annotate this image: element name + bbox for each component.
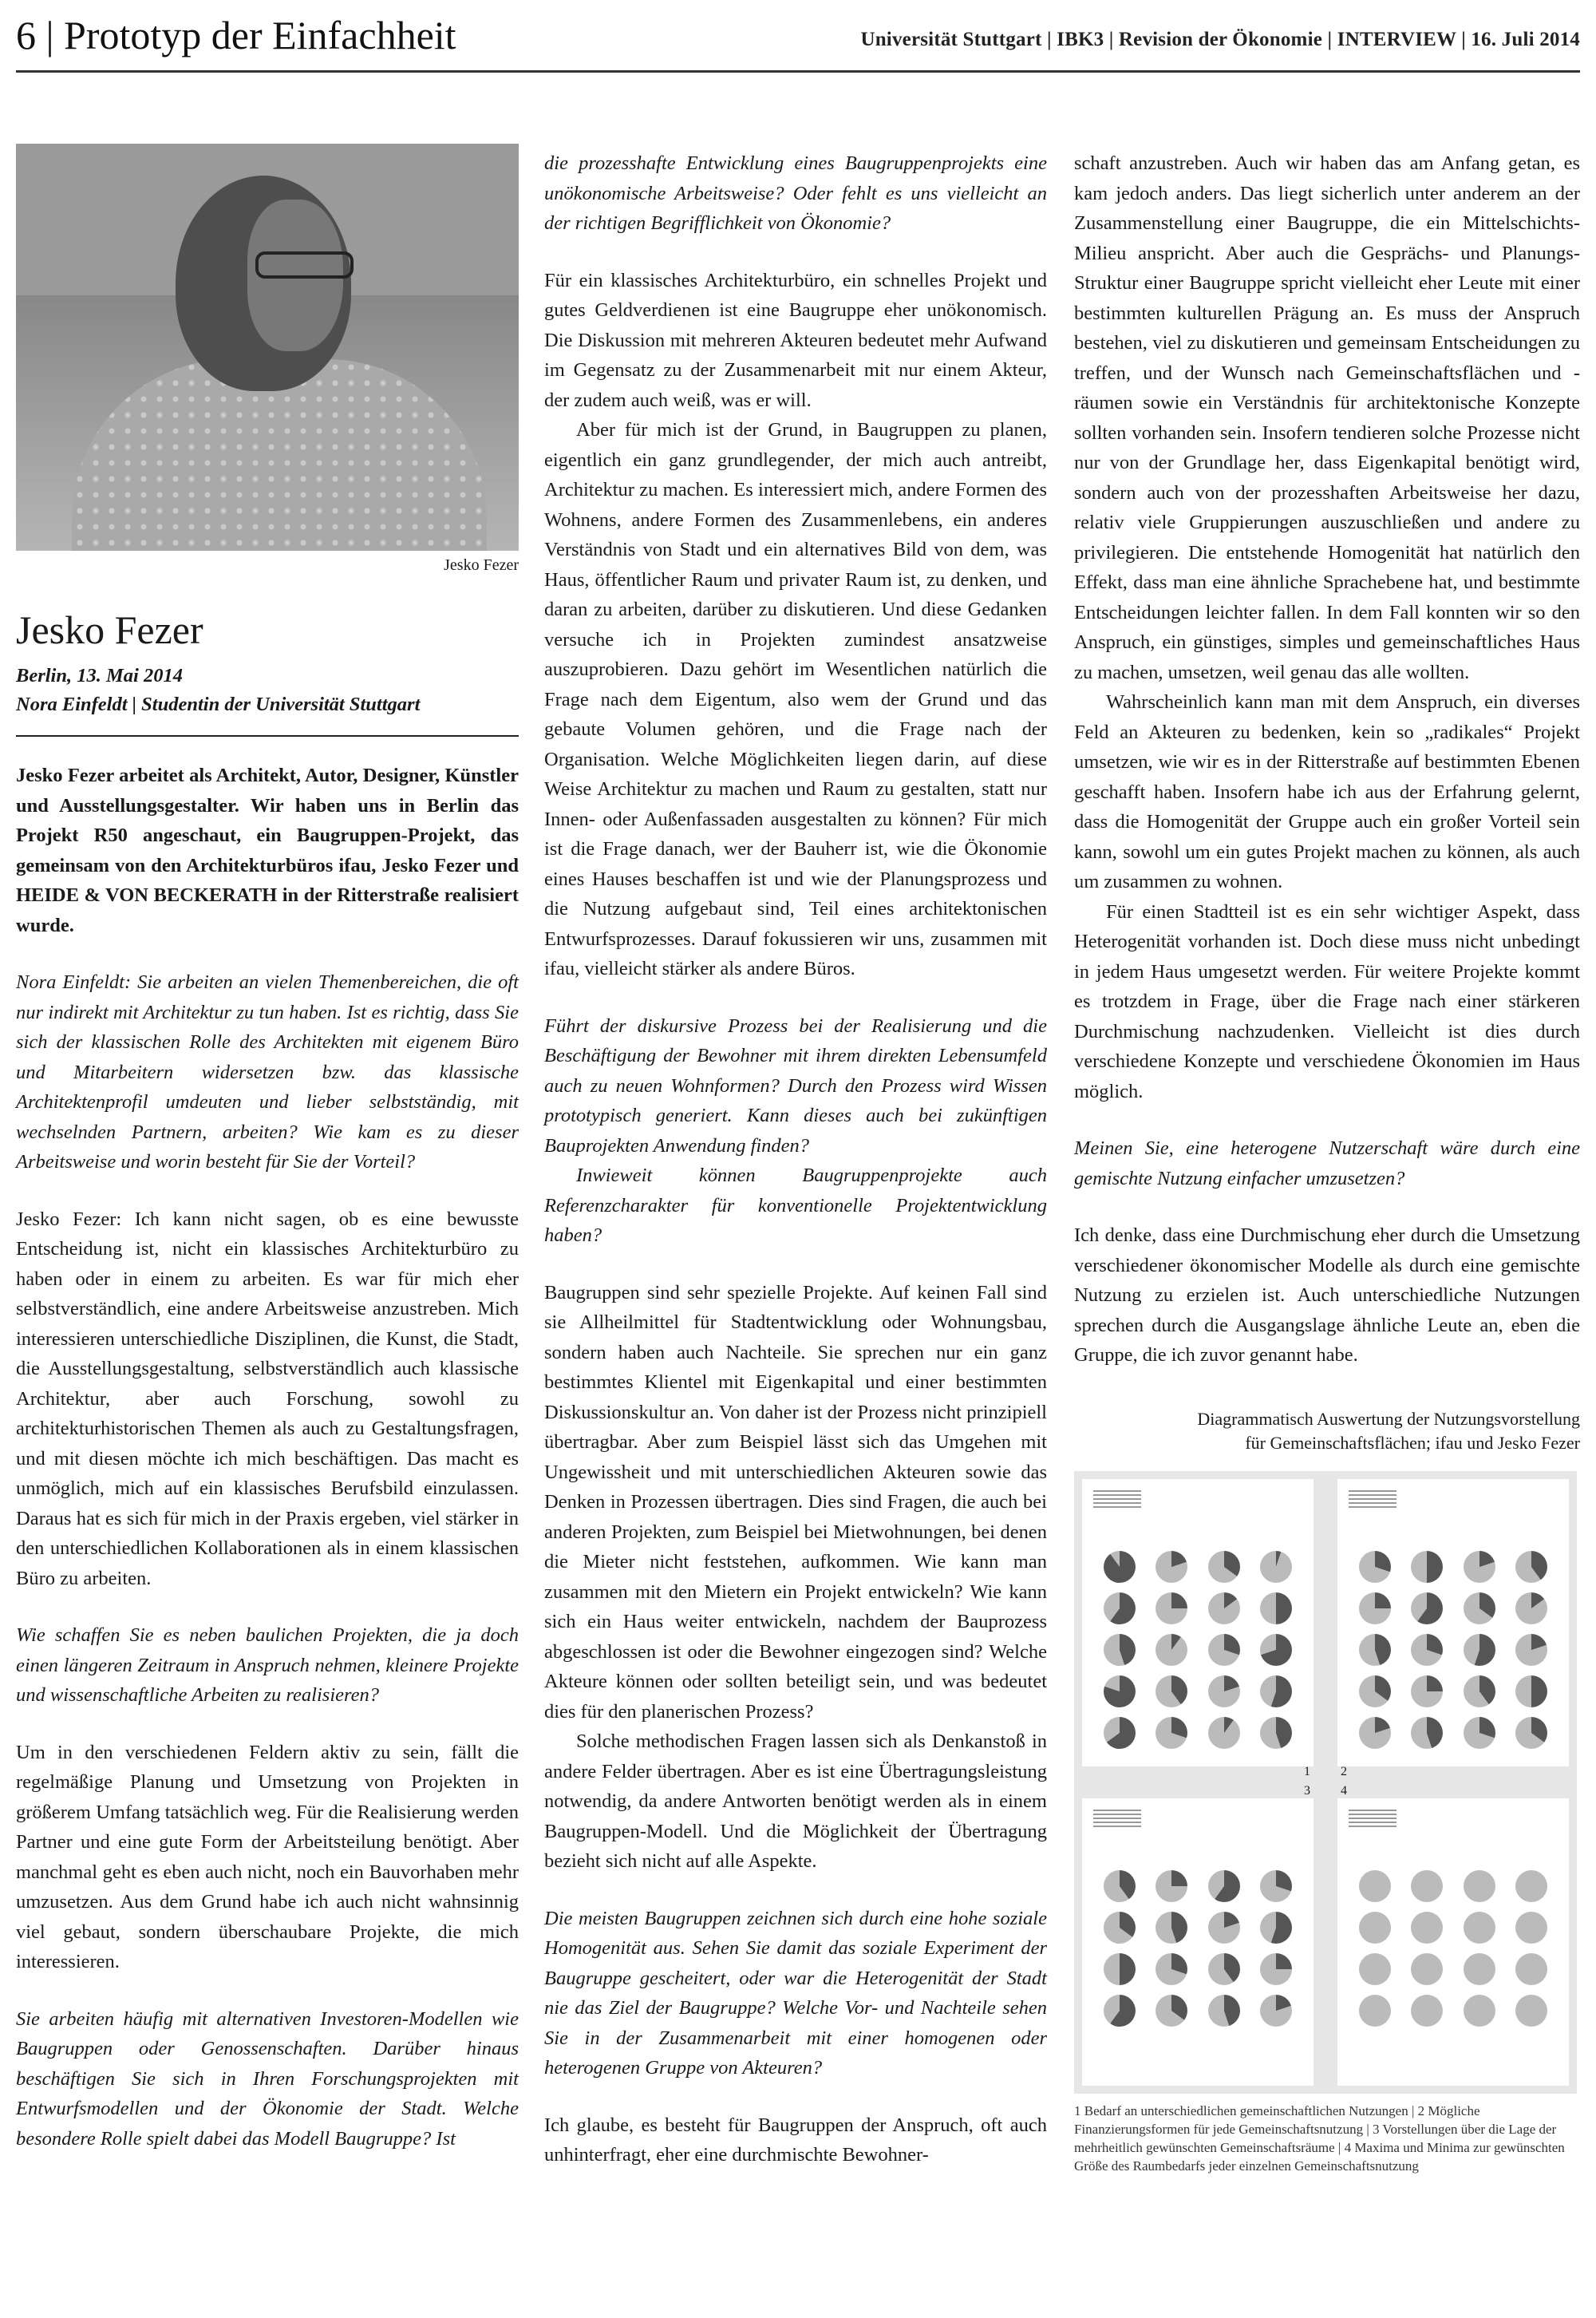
question-5: Die meisten Baugruppen zeichnen sich durch eine hohe soziale Homogenität aus. Sehen Sie damit das soziale Experiment der Baugruppe gescheitert, oder war die Heterogenität der Stadt nie das Ziel der Baugruppe? Welche Vor- und Nachteile sehen Sie in der Zusammenarbeit mit einer homogenen oder heterogenen Gruppe von Akteuren?	[544, 1907, 1047, 2079]
figure-caption-line-2: für Gemeinschaftsflächen; ifau und Jesko Fezer	[1245, 1432, 1580, 1453]
diagram-legend-caption: 1 Bedarf an unterschiedlichen gemeinschaftlichen Nutzungen | 2 Mögliche Finanzierungsformen für jede Gemeinschaftsnutzung | 3 Vorstellungen über die Lage der mehrheitlich gewünschten Gemeinschaftsräume | 4 Maxima und Minima zur gewünschten Größe des Raumbedarfs jeder einzelnen Gemeinschaftsnutzung	[1074, 2102, 1565, 2174]
answer-2: Um in den verschiedenen Feldern aktiv zu sein, fällt die regelmäßige Planung und Umsetzung von Projekten in größerem Umfang tatsächlich weg. Für die Realisierung werden Partner und eine gute Form der Arbeitsteilung benötigt. Aber manchmal geht es eben auch nicht, noch ein Bauvorhaben mehr umzusetzen. Aus dem Grund habe ich auch nicht wahnsinnig viel gebaut, sondern überschaubare Projekte, die mich interessieren.	[16, 1741, 519, 1972]
divider	[16, 735, 519, 737]
figure-caption	[1074, 1407, 1580, 1455]
answer-5c: Für einen Stadtteil ist es ein sehr wichtiger Aspekt, dass Heterogenität vorhanden ist. Doch diese muss nicht unbedingt in jedem Haus umgesetzt werden. Für weitere Projekte kommt es trotzdem in Frage, über die Frage nach einer stärkeren Durchmischung nachzudenken. Vielleicht ist dies durch verschiedene Konzepte und verschiedene Ökonomien im Haus möglich.	[1074, 900, 1580, 1102]
page-title: 6 | Prototyp der Einfachheit	[16, 13, 456, 57]
author-line: Nora Einfeldt | Studentin der Universität Stuttgart	[16, 694, 421, 715]
diagram-panel-3	[1082, 1783, 1314, 2086]
answer-6: Ich denke, dass eine Durchmischung eher durch die Umsetzung verschiedener ökonomischer Modelle als durch eine gemischte Nutzung zu erzielen ist. Auch unterschiedliche Nutzungen sprechen durch die Ausgangslage ähnliche Leute an, eben die Gruppe, die ich zuvor genannt habe.	[1074, 1224, 1580, 1366]
lead-paragraph: Jesko Fezer arbeitet als Architekt, Autor, Designer, Künstler und Ausstellungsgestalter. Wir haben uns in Berlin das Projekt R50 angeschaut, ein Baugruppen-Projekt, das gemeinsam von den Architekturbüros ifau, Jesko Fezer und HEIDE & VON BECKERATH in der Ritterstraße realisiert wurde.	[16, 765, 519, 936]
question-3: Sie arbeiten häufig mit alternativen Investoren-Modellen wie Baugruppen oder Genossenschaften. Darüber hinaus beschäftigen Sie sich in Ihren Forschungsprojekten mit Entwurfsmodellen und der Ökonomie der Stadt. Welche besondere Rolle spielt dabei das Modell Baugruppe? Ist	[16, 2007, 519, 2150]
answer-4b: Solche methodischen Fragen lassen sich als Denkanstoß in andere Felder übertragen. Aber es ist eine Übertragungsleistung notwendig, da andere Antworten benötigt werden als in einem Baugruppen-Modell. Und die Möglichkeit der Übertragung bezieht sich nicht auf alle Aspekte.	[544, 1731, 1047, 1872]
answer-5b: Wahrscheinlich kann man mit dem Anspruch, ein diverses Feld an Akteuren zu bedenken, kein so „radikales“ Projekt umsetzen, wie wir es in der Ritterstraße auf bestimmten Ebenen geschafft haben. Insofern habe ich aus der Erfahrung gelernt, dass die Homogenität der Gruppe auch ein großer Vorteil sein kann, sowohl um ein gutes Projekt machen zu können, als auch um zusammen zu wohnen.	[1074, 691, 1580, 892]
question-4b: Inwieweit können Baugruppenprojekte auch Referenzcharakter für konventionelle Projektentwicklung haben?	[544, 1165, 1047, 1246]
answer-5-cont: schaft anzustreben. Auch wir haben das am Anfang getan, es kam jedoch anders. Das liegt sicherlich unter anderem an der Zusammenstellung einer Baugruppe, die ein Mittelschichts-Milieu anspricht. Aber auch die Gesprächs- und Planungs-Struktur einer Baugruppe spricht vielleicht eher Leute mit einer bestimmten kulturellen Prägung an. Es muss der Anspruch bestehen, viel zu diskutieren und gemeinsam Entscheidungen zu treffen, und der Wunsch nach Gemeinschaftsflächen und -räumen sowie ein Verständnis für architektonische Konzepte sollten vorhanden sein. Insofern tendieren solche Prozesse nicht nur von der Grundlage her, dass Eigenkapital benötigt wird, sondern auch von der prozesshaften Arbeitsweise her dazu, relativ viele Gruppierungen auszuschließen und andere zu privilegieren. Die entstehende Homogenität hat natürlich den Effekt, dass man eine ähnliche Sprachebene hat, und bestimmte Entscheidungen leichter fallen. In dem Fall konnten wir so den Anspruch, ein günstiges, simples und gemeinschaftliches Haus zu machen, umsetzen, weil genau das alle wollten.	[1074, 152, 1580, 683]
question-2: Wie schaffen Sie es neben baulichen Projekten, die ja doch einen längeren Zeitraum in Anspruch nehmen, kleinere Projekte und wissenschaftliche Arbeiten zu realisieren?	[16, 1624, 519, 1706]
question-1: Nora Einfeldt: Sie arbeiten an vielen Themenbereichen, die oft nur indirekt mit Architektur zu tun haben. Ist es richtig, dass Sie sich der klassischen Rolle des Architekten mit eigenem Büro und Mitarbeitern widersetzen bzw. das klassische Architektenprofil umdeuten und lieber selbstständig, mit wechselnden Partnern, arbeiten? Wie kam es zu dieser Arbeitsweise und worin besteht für Sie der Vorteil?	[16, 971, 519, 1173]
page-header	[16, 6, 1580, 73]
photo-credit: Jesko Fezer	[444, 556, 519, 574]
diagram-figure	[1074, 1471, 1577, 2094]
column-1	[16, 144, 519, 2154]
interviewee-name: Jesko Fezer	[16, 607, 203, 652]
portrait-photo	[16, 144, 519, 551]
panel-number-4: 4	[1341, 1783, 1347, 1798]
answer-3: Für ein klassisches Architekturbüro, ein schnelles Projekt und gutes Geldverdienen ist eine Baugruppe eher unökonomisch. Die Diskussion mit mehreren Akteuren bedeutet mehr Aufwand im Gegensatz zu der Zusammenarbeit mit nur einem Akteur, der zudem auch weiß, was er will.	[544, 269, 1047, 411]
answer-1: Jesko Fezer: Ich kann nicht sagen, ob es eine bewusste Entscheidung ist, nicht ein klassisches Architekturbüro zu haben oder in einem zu arbeiten. Es war für mich eher selbstverständlich, eine andere Arbeitsweise anzustreben. Mich interessieren unterschiedliche Disziplinen, die Kunst, die Stadt, die Ausstellungsgestaltung, selbstverständlich auch klassische Architektur, aber auch Forschung, sowohl zu architekturhistorischen Themen als auch zu Gestaltungsfragen, und mit diesen möchte ich mich beschäftigen. Das macht es unmöglich, mich auf ein klassisches Berufsbild einzulassen. Daraus hat es sich für mich in der Praxis ergeben, viel stärker in den unterschiedlichen Kollaborationen als in einem klassischen Büro zu arbeiten.	[16, 1208, 519, 1589]
answer-4: Baugruppen sind sehr spezielle Projekte. Auf keinen Fall sind sie Allheilmittel für Stadtentwicklung oder Wohnungsbau, sondern haben auch Nachteile. Sie sprechen nur ein ganz bestimmtes Klientel mit Eigenkapital und einer bestimmten Diskussionskultur an. Von daher ist der Prozess nicht prinzipiell übertragbar. Aber zum Beispiel lässt sich das Umgehen mit Ungewissheit und mit unterschiedlichen Akteuren sowie das Denken in Prozessen übertragen. Dies sind Fragen, die auch bei anderen Projekten, zum Beispiel bei Mietwohnungen, bei denen die Mieter nicht feststehen, aufkommen. Wie kann man zusammen mit den Mietern ein Projekt entwickeln? Wie kann sich ein Haus weiter entwickeln, nachdem der Bauprozess abgeschlossen ist oder die Bewohner eingezogen sind? Welche Akteure können oder sollten beteiligt sein, und was bedeutet dies für den planerischen Prozess?	[544, 1281, 1047, 1723]
column-3	[1074, 148, 1580, 2175]
answer-5: Ich glaube, es besteht für Baugruppen der Anspruch, oft auch unhinterfragt, eher eine durchmischte Bewohner-	[544, 2114, 1047, 2166]
panel-number-1: 1	[1304, 1765, 1310, 1778]
header-meta: Universität Stuttgart | IBK3 | Revision der Ökonomie | INTERVIEW | 16. Juli 2014	[860, 29, 1580, 50]
column-2	[544, 148, 1047, 2170]
diagram-panel-2	[1337, 1479, 1569, 1778]
question-4: Führt der diskursive Prozess bei der Realisierung und die Beschäftigung der Bewohner mit ihrem direkten Lebensumfeld auch zu neuen Wohnformen? Durch den Prozess wird Wissen prototypisch generiert. Kann dieses auch bei zukünftigen Bauprojekten Anwendung finden?	[544, 1015, 1047, 1157]
panel-number-3: 3	[1304, 1783, 1310, 1798]
figure-caption-line-1: Diagrammatisch Auswertung der Nutzungsvorstellung	[1197, 1408, 1580, 1429]
date-line: Berlin, 13. Mai 2014	[16, 665, 183, 686]
diagram-panel-4	[1337, 1783, 1569, 2086]
question-6: Meinen Sie, eine heterogene Nutzerschaft wäre durch eine gemischte Nutzung einfacher umzusetzen?	[1074, 1137, 1580, 1189]
answer-3b: Aber für mich ist der Grund, in Baugruppen zu planen, eigentlich ein ganz grundlegender, der mich auch antreibt, Architektur zu machen. Es interessiert mich, andere Formen des Wohnens, andere Formen des Zusammenlebens, ein anderes Verständnis von Stadt und ein alternatives Bild von dem, was Haus, öffentlicher Raum und privater Raum ist, zu denken, und daran zu arbeiten, darüber zu diskutieren. Und diese Gedanken versuche ich in Projekten zumindest ansatzweise auszuprobieren. Dazu gehört im Wesentlichen natürlich die Frage nach dem Eigentum, also wem der Grund und das gebaute Volumen gehören, und die Frage nach der Organisation. Welche Möglichkeiten liegen darin, auf diese Weise Architektur zu machen und Raum zu gestalten, statt nur Innen- oder Außenfassaden ausgestalten zu können? Für mich ist die Frage danach, wer der Bauherr ist, wie die Ökonomie eines Hauses beschaffen ist und wie der Planungsprozess und die Nutzung aufgebaut sind, Teil eines architektonischen Entwurfsprozesses. Darauf fokussieren wir uns, zusammen mit ifau, vielleicht stärker als andere Büros.	[544, 419, 1047, 979]
diagram-panel-1	[1082, 1479, 1314, 1778]
question-3-cont: die prozesshafte Entwicklung eines Baugruppenprojekts eine unökonomische Arbeitsweise? Oder fehlt es uns vielleicht an der richtigen Begrifflichkeit von Ökonomie?	[544, 152, 1047, 234]
panel-number-2: 2	[1341, 1765, 1347, 1778]
